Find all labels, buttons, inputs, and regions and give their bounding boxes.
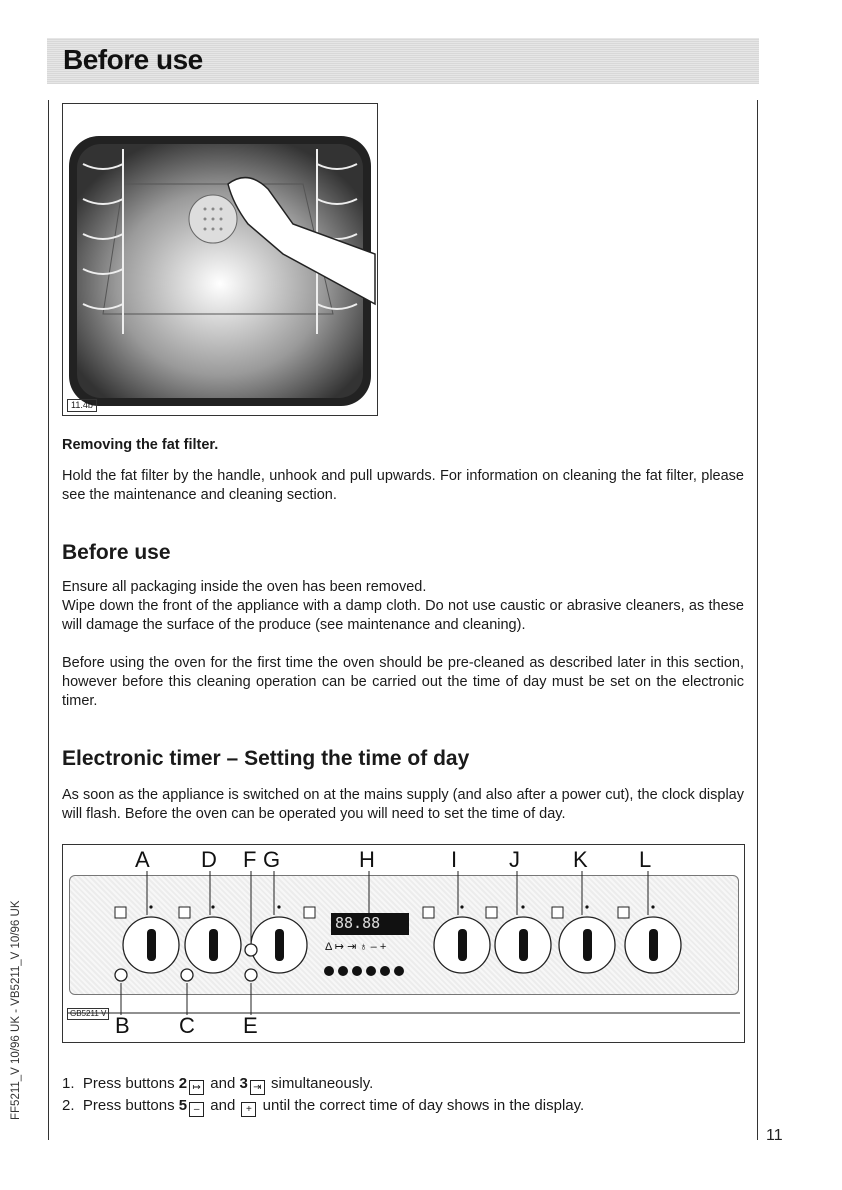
- label-g: G: [263, 847, 281, 872]
- oven-illustration: [62, 103, 378, 416]
- document-code: FF5211_V 10/96 UK - VB5211_V 10/96 UK: [10, 900, 22, 1120]
- label-j: J: [509, 847, 520, 872]
- pre-clean-paragraph: Before using the oven for the first time the oven should be pre-cleaned as described later in this section, however before this cleaning operation can be carried out the time of day must be set on the electronic timer.: [62, 655, 744, 709]
- label-d: D: [201, 847, 217, 872]
- instruction-steps: [62, 1073, 584, 1117]
- header-band: [47, 38, 759, 84]
- label-h: H: [359, 847, 375, 872]
- start-time-button-icon: ↦: [189, 1080, 204, 1095]
- step-2: 2. Press buttons 5 – and + until the correct time of day shows in the display.: [62, 1097, 585, 1115]
- panel-controls-drawing: [63, 845, 744, 1042]
- label-e: E: [243, 1013, 258, 1038]
- timer-display: 88.88: [335, 914, 381, 932]
- minus-button-icon: –: [189, 1102, 204, 1117]
- fat-filter-paragraph: Hold the fat filter by the handle, unhook and pull upwards. For information on cleaning the fat filter, please see the maintenance and cleaning section.: [62, 468, 744, 503]
- step-1: 1. Press buttons 2 ↦ and 3 ⇥ simultaneously.: [62, 1075, 374, 1093]
- timer-paragraph: As soon as the appliance is switched on at the mains supply (and also after a power cut), the clock display will flash. Before the oven can be operated you will need to set the time of day.: [62, 787, 744, 822]
- label-i: I: [451, 847, 458, 872]
- label-l: L: [639, 847, 652, 872]
- label-a: A: [135, 847, 150, 872]
- label-f: F: [243, 847, 257, 872]
- right-margin-rule: [757, 100, 758, 1140]
- figure-label: 11.4b: [67, 399, 97, 412]
- timer-heading: Electronic timer – Setting the time of day: [62, 747, 470, 770]
- label-b: B: [115, 1013, 130, 1038]
- panel-model-tag: GB5211 V: [67, 1008, 109, 1020]
- plus-button-icon: +: [241, 1102, 256, 1117]
- end-time-button-icon: ⇥: [250, 1080, 265, 1095]
- label-k: K: [573, 847, 588, 872]
- label-c: C: [179, 1013, 195, 1038]
- timer-symbols: Δ ↦ ⇥ ♁ – +: [325, 941, 387, 953]
- page-title: Before use: [63, 44, 203, 75]
- control-panel-diagram: [62, 844, 745, 1043]
- before-use-heading: Before use: [62, 541, 171, 564]
- before-use-text: [62, 578, 744, 635]
- left-margin-rule: [48, 100, 49, 1140]
- before-use-line-1: Ensure all packaging inside the oven has been removed.: [62, 579, 427, 595]
- before-use-line-2: Wipe down the front of the appliance with a damp cloth. Do not use caustic or abrasive cleaners, as these will damage the surface of the produce (see maintenance and cleaning).: [62, 598, 744, 633]
- page-number: 11: [766, 1127, 783, 1144]
- figure-caption: Removing the fat filter.: [62, 437, 219, 453]
- oven-interior-drawing: [63, 104, 377, 415]
